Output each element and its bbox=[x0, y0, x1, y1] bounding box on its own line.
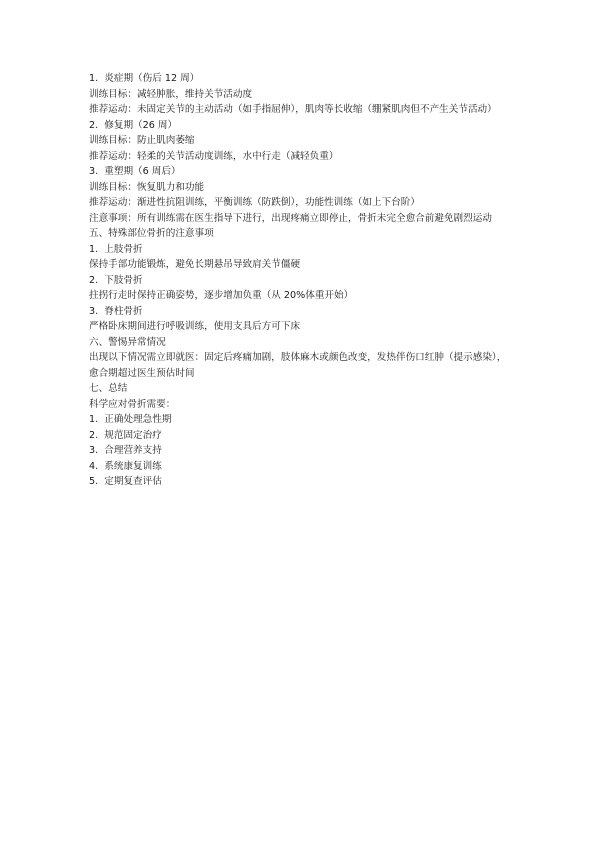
training-goal-text: 训练目标：恢复肌力和功能 bbox=[89, 181, 205, 193]
recommended-exercise-text: 推荐运动：轻柔的关节活动度训练，水中行走（减轻负重） bbox=[89, 150, 339, 162]
section-heading-warning-signs: 六、警惕异常情况 bbox=[89, 336, 166, 348]
recommended-exercise-text: 推荐运动：未固定关节的主动活动（如手指屈伸），肌肉等长收缩（绷紧肌肉但不产生关节活动） bbox=[89, 104, 497, 115]
list-item: 4. 系统康复训练 bbox=[89, 460, 162, 472]
list-item: 2. 规范固定治疗 bbox=[89, 429, 162, 441]
list-item-repair-phase: 2. 修复期（26 周） bbox=[89, 119, 178, 131]
section-heading-summary: 七、总结 bbox=[89, 383, 128, 394]
paragraph-text: 拄拐行走时保持正确姿势，逐步增加负重（从 20%体重开始） bbox=[89, 290, 354, 301]
list-item-lower-limb: 2. 下肢骨折 bbox=[89, 274, 143, 286]
paragraph-text: 严格卧床期间进行呼吸训练，使用支具后方可下床 bbox=[89, 321, 301, 332]
training-goal-text: 训练目标：减轻肿胀，维持关节活动度 bbox=[89, 88, 253, 100]
precautions-text: 注意事项：所有训练需在医生指导下进行，出现疼痛立即停止，骨折未完全愈合前避免剧烈运动 bbox=[89, 212, 492, 224]
paragraph-text: 出现以下情况需立即就医：固定后疼痛加剧，肢体麻木或颜色改变，发热伴伤口红肿（提示感染），愈合期超过医生预估时间 bbox=[89, 352, 507, 379]
paragraph-text: 保持手部功能锻炼，避免长期悬吊导致肩关节僵硬 bbox=[89, 259, 301, 270]
list-item-upper-limb: 1. 上肢骨折 bbox=[89, 243, 143, 255]
list-item: 1. 正确处理急性期 bbox=[89, 414, 172, 425]
section-heading-special-sites: 五、特殊部位骨折的注意事项 bbox=[89, 228, 214, 239]
list-item-spine: 3. 脊柱骨折 bbox=[89, 305, 143, 317]
paragraph-text: 科学应对骨折需要： bbox=[89, 398, 176, 410]
list-item-inflammation-phase: 1. 炎症期（伤后 12 周） bbox=[89, 73, 200, 84]
list-item: 5. 定期复查评估 bbox=[89, 476, 162, 487]
document-body bbox=[89, 71, 511, 490]
list-item-remodeling-phase: 3. 重塑期（6 周后） bbox=[89, 166, 181, 177]
list-item: 3. 合理营养支持 bbox=[89, 445, 162, 456]
recommended-exercise-text: 推荐运动：渐进性抗阻训练，平衡训练（防跌倒），功能性训练（如上下台阶） bbox=[89, 197, 420, 208]
training-goal-text: 训练目标：防止肌肉萎缩 bbox=[89, 135, 195, 146]
